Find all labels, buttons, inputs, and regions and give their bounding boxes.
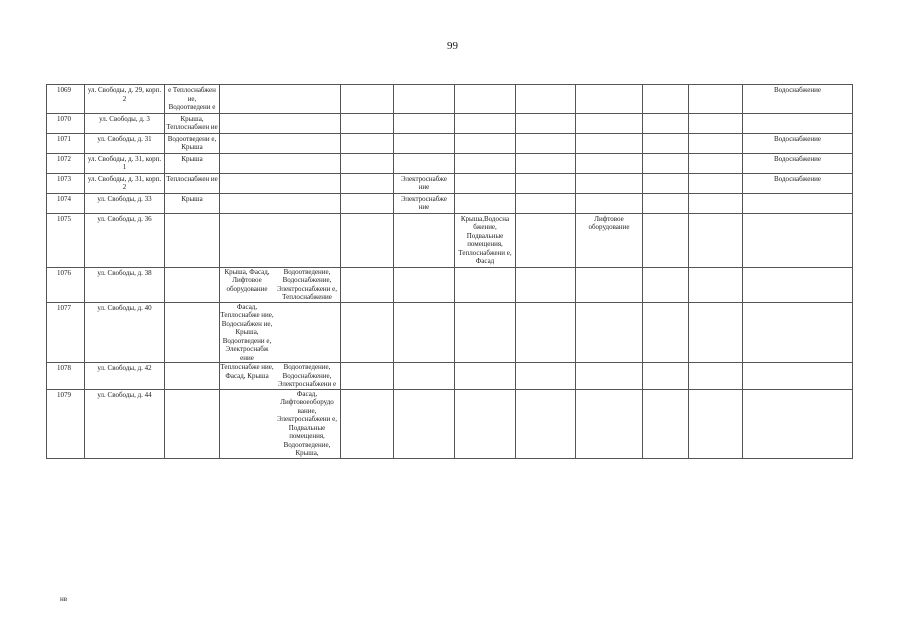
works-cell-1 (165, 267, 220, 302)
works-cell-1: Теплоснабжен ие (165, 173, 220, 193)
works-cell-4 (341, 267, 394, 302)
address-cell: ул. Свободы, д. 33 (85, 193, 165, 213)
works-cell-2 (220, 302, 341, 363)
works-cell-9 (643, 153, 689, 173)
works-cell-8 (576, 302, 643, 363)
table-row (47, 267, 853, 302)
row-number: 1072 (47, 153, 85, 173)
works-cell-2 (220, 193, 341, 213)
works-cell-1: Крыша (165, 153, 220, 173)
works-cell-1 (165, 213, 220, 267)
address-cell: ул. Свободы, д. 44 (85, 389, 165, 458)
works-cell-9b (689, 113, 743, 133)
works-cell-6 (455, 267, 516, 302)
table-row (47, 193, 853, 213)
works-cell-7 (516, 267, 576, 302)
works-cell-9 (643, 113, 689, 133)
works-cell-7 (516, 363, 576, 390)
works-cell-6 (455, 389, 516, 458)
works-cell-7 (516, 133, 576, 153)
works-cell-4 (341, 363, 394, 390)
works-cell-9 (643, 302, 689, 363)
table-row (47, 363, 853, 390)
works-cell-10: Водоснабжение (743, 173, 853, 193)
works-cell-7 (516, 85, 576, 114)
works-cell-6 (455, 363, 516, 390)
works-cell-2b: Фасад, Лифтовоеоборудо вание, Электроснабжени е, Подвальные помещения, Водоотведение, Крыша, (276, 389, 338, 457)
works-cell-7 (516, 153, 576, 173)
works-cell-6: Крыша,Водосна бжение, Подвальные помещения, Теплоснабжени е, Фасад (455, 213, 516, 267)
works-cell-5 (394, 302, 455, 363)
works-cell-4 (341, 113, 394, 133)
works-cell-9 (643, 133, 689, 153)
works-cell-5 (394, 389, 455, 458)
works-cell-9b (689, 153, 743, 173)
works-cell-9 (643, 363, 689, 390)
works-cell-9b (689, 173, 743, 193)
row-number: 1074 (47, 193, 85, 213)
table-row (47, 302, 853, 363)
works-cell-7 (516, 173, 576, 193)
works-cell-10 (743, 193, 853, 213)
works-cell-10 (743, 389, 853, 458)
page-number: 99 (447, 40, 458, 52)
works-cell-4 (341, 193, 394, 213)
works-cell-5 (394, 213, 455, 267)
works-cell-9 (643, 173, 689, 193)
row-number: 1069 (47, 85, 85, 114)
works-cell-8 (576, 85, 643, 114)
works-cell-1: Водоотведени е, Крыша (165, 133, 220, 153)
works-cell-2 (220, 213, 341, 267)
works-cell-5: Электроснабже ние (394, 173, 455, 193)
address-cell: ул. Свободы, д. 31 (85, 133, 165, 153)
works-cell-8: Лифтовое оборудование (576, 213, 643, 267)
table-row (47, 113, 853, 133)
works-cell-2 (220, 363, 341, 390)
works-cell-2 (220, 173, 341, 193)
works-cell-8 (576, 133, 643, 153)
row-number: 1071 (47, 133, 85, 153)
works-cell-5 (394, 133, 455, 153)
address-cell: ул. Свободы, д. 42 (85, 363, 165, 390)
works-cell-2a: Крыша, Фасад, Лифтовое оборудование (224, 267, 270, 293)
works-cell-10: Водоснабжение (743, 133, 853, 153)
works-cell-9b (689, 213, 743, 267)
works-cell-5 (394, 153, 455, 173)
works-cell-6 (455, 133, 516, 153)
works-cell-1 (165, 302, 220, 363)
table-row (47, 389, 853, 458)
footer-mark: нв (60, 595, 68, 603)
address-cell: ул. Свободы, д. 36 (85, 213, 165, 267)
address-cell: ул. Свободы, д. 3 (85, 113, 165, 133)
works-cell-2a (220, 390, 274, 458)
works-cell-6 (455, 193, 516, 213)
works-cell-1 (165, 389, 220, 458)
works-cell-8 (576, 173, 643, 193)
works-cell-5 (394, 363, 455, 390)
row-number: 1070 (47, 113, 85, 133)
address-cell: ул. Свободы, д. 38 (85, 267, 165, 302)
works-cell-2 (220, 153, 341, 173)
works-cell-10: Водоснабжение (743, 85, 853, 114)
address-cell: ул. Свободы, д. 31, корп. 1 (85, 153, 165, 173)
works-cell-9b (689, 363, 743, 390)
works-cell-2 (220, 389, 341, 458)
works-cell-8 (576, 363, 643, 390)
works-cell-9 (643, 267, 689, 302)
works-cell-9b (689, 193, 743, 213)
works-cell-10 (743, 302, 853, 363)
works-cell-9b (689, 302, 743, 363)
works-cell-8 (576, 267, 643, 302)
works-cell-8 (576, 113, 643, 133)
row-number: 1077 (47, 302, 85, 363)
works-cell-10: Водоснабжение (743, 153, 853, 173)
works-cell-6 (455, 113, 516, 133)
row-number: 1076 (47, 267, 85, 302)
table-row (47, 213, 853, 267)
works-cell-9 (643, 193, 689, 213)
works-cell-7 (516, 302, 576, 363)
works-cell-8 (576, 193, 643, 213)
row-number: 1078 (47, 363, 85, 390)
capital-repair-table (46, 84, 853, 459)
works-cell-9 (643, 213, 689, 267)
works-cell-5 (394, 85, 455, 114)
works-cell-2 (220, 85, 341, 114)
works-cell-5 (394, 113, 455, 133)
table-row (47, 153, 853, 173)
works-cell-5: Электроснабже ние (394, 193, 455, 213)
works-cell-10 (743, 213, 853, 267)
row-number: 1073 (47, 173, 85, 193)
works-cell-4 (341, 85, 394, 114)
works-cell-9b (689, 133, 743, 153)
works-cell-9 (643, 85, 689, 114)
works-cell-2 (220, 133, 341, 153)
works-cell-4 (341, 389, 394, 458)
works-cell-9b (689, 389, 743, 458)
works-cell-4 (341, 173, 394, 193)
works-cell-1: Крыша, Теплоснабжен ие (166, 114, 218, 131)
works-cell-1: Крыша (165, 193, 220, 213)
works-cell-6 (455, 85, 516, 114)
works-cell-2 (220, 113, 341, 133)
works-cell-4 (341, 133, 394, 153)
works-cell-2a: Фасад, Теплоснабже ние, Водоснабжен ие, Крыша, Водоотведени е, Электроснабж ение (220, 302, 274, 362)
address-cell: ул. Свободы, д. 40 (85, 302, 165, 363)
works-cell-2b: Водоотведение, Водоснабжение, Электроснабжени е, Теплоснабжение (276, 267, 338, 301)
works-cell-6 (455, 173, 516, 193)
works-cell-4 (341, 153, 394, 173)
works-cell-2b: Водоотведение, Водоснабжение, Электроснабжени е (277, 363, 337, 388)
row-number: 1075 (47, 213, 85, 267)
works-cell-4 (341, 302, 394, 363)
works-cell-6 (455, 153, 516, 173)
works-cell-4 (341, 213, 394, 267)
works-cell-10 (743, 267, 853, 302)
works-cell-9b (689, 85, 743, 114)
works-cell-1: е Теплоснабжен ие, Водоотведени е (165, 85, 220, 114)
works-cell-9 (643, 389, 689, 458)
works-cell-8 (576, 389, 643, 458)
address-cell: ул. Свободы, д. 29, корп. 2 (85, 85, 165, 114)
works-cell-2a: Теплоснабже ние, Фасад, Крыша (220, 363, 274, 380)
works-cell-7 (516, 113, 576, 133)
table-row (47, 173, 853, 193)
works-cell-8 (576, 153, 643, 173)
works-cell-7 (516, 389, 576, 458)
works-cell-6 (455, 302, 516, 363)
works-cell-7 (516, 213, 576, 267)
address-cell: ул. Свободы, д. 31, корп. 2 (85, 173, 165, 193)
row-number: 1079 (47, 389, 85, 458)
works-cell-10 (743, 113, 853, 133)
works-cell-2b (274, 303, 340, 363)
works-cell-9b (689, 267, 743, 302)
table-row (47, 85, 853, 114)
works-cell-10 (743, 363, 853, 390)
works-cell-2 (220, 267, 341, 302)
works-cell-5 (394, 267, 455, 302)
table-row (47, 133, 853, 153)
works-cell-7 (516, 193, 576, 213)
works-cell-1 (165, 363, 220, 390)
